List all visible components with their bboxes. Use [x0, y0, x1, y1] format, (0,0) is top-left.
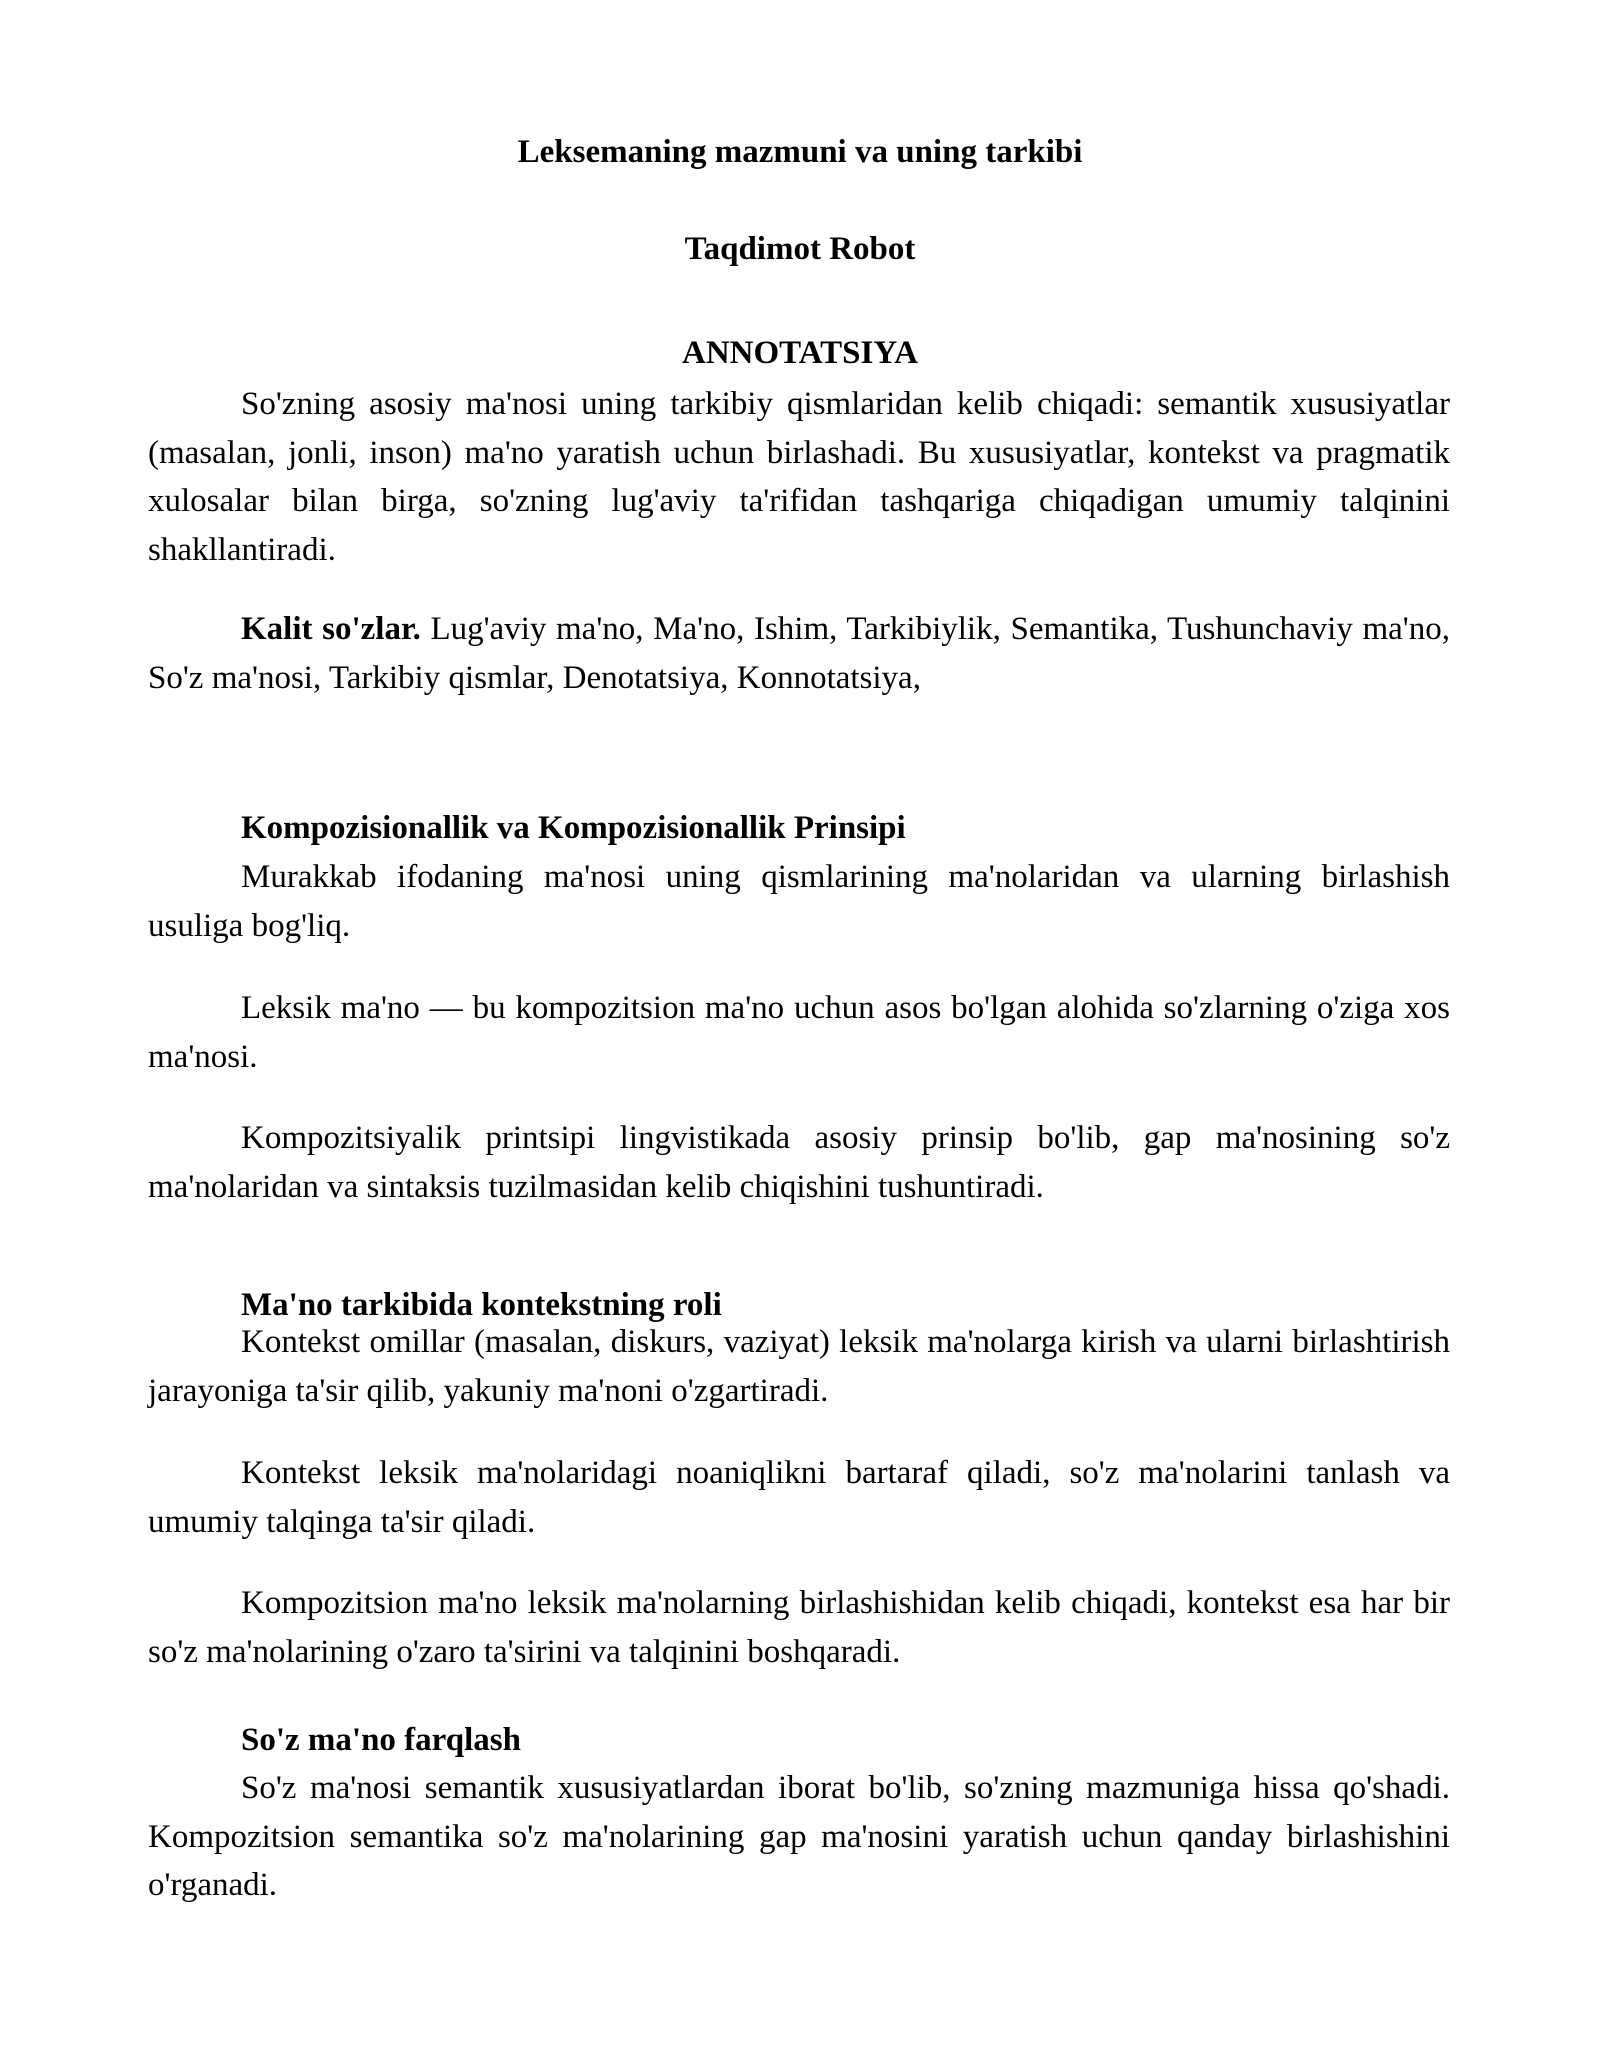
section-heading: So'z ma'no farqlash: [241, 1722, 521, 1758]
section-paragraph: Leksik ma'no — bu kompozitsion ma'no uchun asos bo'lgan alohida so'zlarning o'ziga xos ma'nosi.: [148, 990, 1450, 1075]
section-paragraph: So'z ma'nosi semantik xususiyatlardan iborat bo'lib, so'zning mazmuniga hissa qo'shadi. Kompozitsion semantika so'z ma'nolarining gap ma'nosini yaratish uchun qanday birlashishini o'rganadi.: [148, 1770, 1450, 1903]
annotation-paragraph: So'zning asosiy ma'nosi uning tarkibiy qismlaridan kelib chiqadi: semantik xususiyatlar (masalan, jonli, inson) ma'no yaratish uchun birlashadi. Bu xususiyatlar, kontekst va pragmatik xulosalar bilan birga, so'zning lug'aviy ta'rifidan tashqariga chiqadigan umumiy talqinini shakllantiradi.: [148, 386, 1450, 568]
section-heading: Kompozisionallik va Kompozisionallik Prinsipi: [241, 810, 906, 846]
section-heading: Ma'no tarkibida kontekstning roli: [241, 1287, 722, 1323]
keywords-label: Kalit so'zlar.: [241, 611, 421, 647]
section-paragraph: Murakkab ifodaning ma'nosi uning qismlarining ma'nolaridan va ularning birlashish usuliga bog'liq.: [148, 859, 1450, 944]
section-paragraph: Kontekst leksik ma'nolaridagi noaniqlikni bartaraf qiladi, so'z ma'nolarini tanlash va umumiy talqinga ta'sir qiladi.: [148, 1455, 1450, 1540]
section-paragraph: Kompozitsion ma'no leksik ma'nolarning birlashishidan kelib chiqadi, kontekst esa har bir so'z ma'nolarining o'zaro ta'sirini va talqinini boshqaradi.: [148, 1585, 1450, 1670]
document-title: Leksemaning mazmuni va uning tarkibi: [517, 134, 1083, 170]
keywords-paragraph: [148, 605, 1450, 702]
annotation-heading: ANNOTATSIYA: [682, 335, 918, 371]
section-paragraph: Kompozitsiyalik printsipi lingvistikada asosiy prinsip bo'lib, gap ma'nosining so'z ma'nolaridan va sintaksis tuzilmasidan kelib chiqishini tushuntiradi.: [148, 1120, 1450, 1205]
keywords-list: Lug'aviy ma'no, Ma'no, Ishim, Tarkibiylik, Semantika, Tushunchaviy ma'no, So'z ma'nosi, Tarkibiy qismlar, Denotatsiya, Konnotatsiya,: [148, 611, 1450, 696]
section-paragraph: Kontekst omillar (masalan, diskurs, vaziyat) leksik ma'nolarga kirish va ularni birlashtirish jarayoniga ta'sir qilib, yakuniy ma'noni o'zgartiradi.: [148, 1324, 1450, 1409]
document-author: Taqdimot Robot: [684, 231, 916, 267]
